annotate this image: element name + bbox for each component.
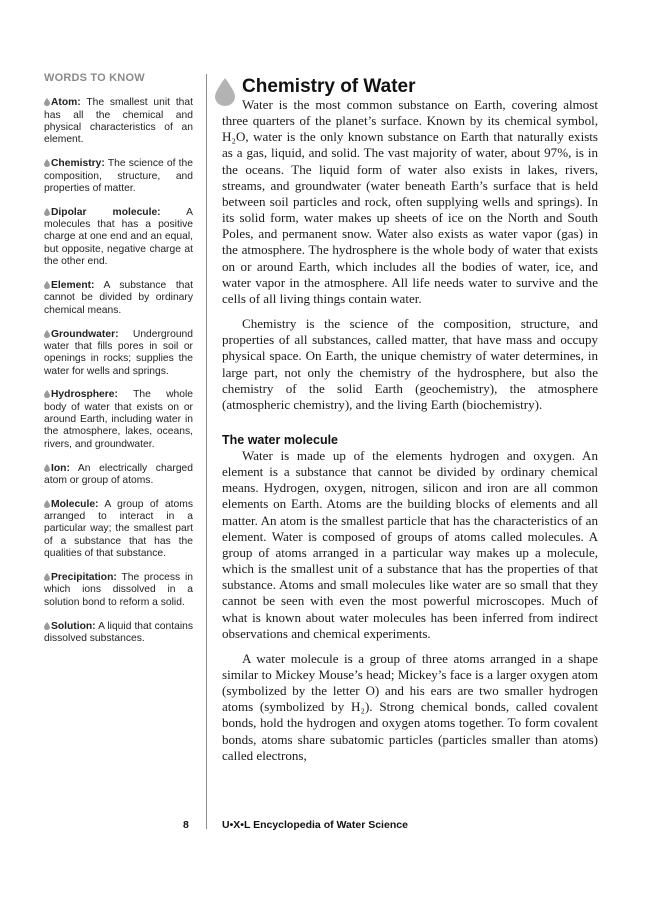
words-to-know-sidebar (44, 72, 193, 657)
glossary-term (44, 97, 193, 146)
water-drop-icon (44, 281, 50, 289)
page-number: 8 (183, 819, 189, 831)
water-drop-icon (44, 330, 50, 338)
glossary-term-name: Precipitation: (51, 572, 117, 583)
glossary-term-name: Ion: (51, 462, 70, 474)
glossary-term-name: Dipolar molecule: (51, 206, 161, 218)
paragraph-chemistry: Chemistry is the science of the composition, structure, and properties of all substances, called matter, that have mass and occupy physical space. On Earth, the unique chemistry of water determines, in large part, not only the chemistry of the hydrosphere, but also the chemistry of the solid Earth (geochemistry), the atmosphere (atmospheric chemistry), and the living Earth (biochemistry). (222, 316, 598, 412)
glossary-term (44, 463, 193, 488)
column-divider (206, 74, 207, 829)
sidebar-heading: WORDS TO KNOW (44, 72, 145, 84)
glossary-term-name: Groundwater: (51, 328, 119, 340)
glossary-list (44, 97, 193, 645)
glossary-term-name: Hydrosphere: (51, 389, 118, 401)
section-heading: The water molecule (222, 432, 339, 447)
glossary-definition: The whole body of water that exists on or around Earth, including water in the atmosphere, lakes, oceans, rivers, and groundwater. (44, 389, 193, 450)
water-drop-icon (215, 78, 235, 106)
glossary-definition: A group of atoms arranged to interact in a particular way; the smallest part of a substance that has the qualities of that substance. (44, 498, 193, 560)
glossary-term (44, 499, 193, 561)
paragraph-molecule-shape: A water molecule is a group of three atoms arranged in a shape similar to Mickey Mouse’s head; Mickey’s face is a larger oxygen atom (symbolized by the letter O) and his ears are two smaller hydrogen atoms (symbolized by H₂). Strong chemical bonds, called covalent bonds, hold the hydrogen and oxygen atoms together. To form covalent bonds, atoms share subatomic particles (particles smaller than atoms) called electrons, (222, 650, 598, 763)
glossary-definition: The smallest unit that has all the chemical and physical characteristics of an element. (44, 97, 193, 146)
glossary-definition: A molecules that has a positive charge at one end and an equal, but opposite, negative charge at the other end. (44, 206, 193, 268)
book-title: U•X•L Encyclopedia of Water Science (222, 819, 408, 831)
water-drop-icon (44, 573, 50, 581)
glossary-definition: Underground water that fills pores in soil or openings in rocks; supplies the water for wells and springs. (44, 328, 193, 377)
water-drop-icon (44, 464, 50, 472)
water-drop-icon (44, 98, 50, 106)
glossary-term-name: Atom: (51, 97, 81, 109)
glossary-term-name: Solution: (51, 620, 96, 632)
water-drop-icon (44, 159, 50, 167)
article-title: Chemistry of Water (242, 76, 416, 97)
glossary-term (44, 280, 193, 317)
glossary-term-name: Element: (51, 279, 95, 291)
glossary-definition: The process in which ions dissolved in a solution bond to reform a solid. (44, 572, 193, 608)
water-drop-icon (44, 208, 50, 216)
paragraph-intro: Water is the most common substance on Earth, covering almost three quarters of the planet’s surface. Known by its chemical symbol, H₂O, water is the only known substance on Earth that naturally exists as a gas, liquid, and solid. The vast majority of water, about 97%, is in the oceans. The liquid form of water also exists in lakes, rivers, streams, and groundwater (water beneath Earth’s surface that is held between soil particles and rock, often supplying wells and springs). In its solid form, water makes up sheets of ice on the North and South Poles, and permanent snow. Water also exists as water vapor (gas) in the atmosphere. The hydrosphere is the whole body of water that exists on or around Earth, which includes all the bodies of water, ice, and water vapor in the atmosphere. All life needs water to survive and the cells of all living things contain water. (222, 97, 598, 306)
glossary-term (44, 389, 193, 451)
glossary-term (44, 621, 193, 646)
glossary-term (44, 572, 193, 609)
glossary-definition: The science of the composition, structure, and properties of matter. (44, 158, 193, 194)
glossary-definition: A substance that cannot be divided by ordinary chemical means. (44, 279, 193, 316)
article-body (222, 76, 598, 764)
paragraph-water-molecule: Water is made up of the elements hydrogen and oxygen. An element is a substance that cannot be divided by ordinary chemical means. Hydrogen, oxygen, nitrogen, silicon and iron are all common elements on Earth. Atoms are the building blocks of elements and all matter. An atom is the smallest particle that has the characteristics of an element. Water is composed of groups of atoms called molecules. A group of atoms arranged in a particular way makes up a molecule, which is the smallest unit of a substance that has the properties of that substance. Atoms and small molecules like water are so small that they cannot be seen with even the most powerful microscopes. Much of what is known about water molecules has been inferred from indirect observations and chemical experiments. (222, 447, 598, 641)
glossary-term-name: Chemistry: (51, 158, 105, 170)
glossary-term (44, 329, 193, 378)
water-drop-icon (44, 500, 50, 508)
glossary-term (44, 158, 193, 195)
glossary-definition: An electrically charged atom or group of atoms. (44, 462, 194, 486)
glossary-definition: A liquid that contains dissolved substances. (44, 620, 193, 644)
water-drop-icon (44, 390, 50, 398)
glossary-term-name: Molecule: (51, 498, 99, 510)
glossary-term (44, 207, 193, 269)
water-drop-icon (44, 622, 50, 630)
